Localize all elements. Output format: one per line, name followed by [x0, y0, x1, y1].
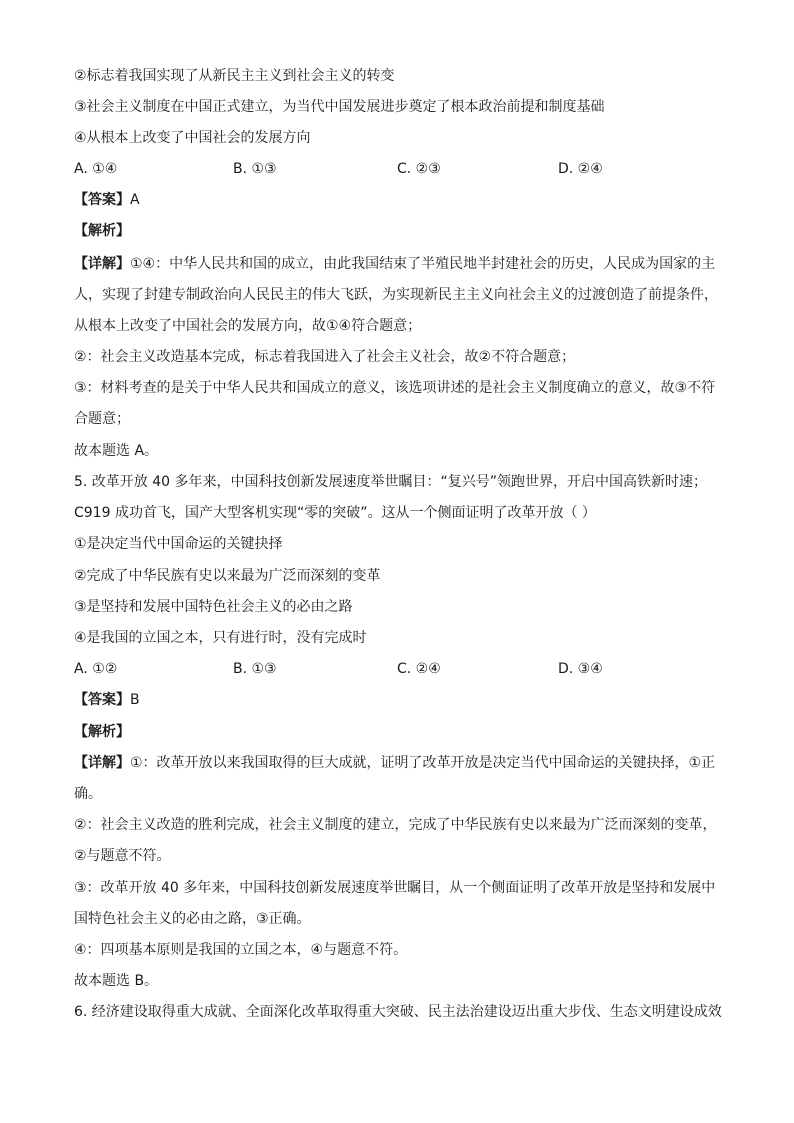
q4-answer-label: 【答案】 [74, 192, 130, 208]
q5-option-d[interactable]: D. ③④ [558, 661, 603, 677]
q4-answer [74, 190, 724, 210]
q4-option-d[interactable]: D. ②④ [558, 161, 603, 177]
q4-detail-line-1 [74, 254, 724, 274]
q5-statement-2: ②完成了中华民族有史以来最为广泛而深刻的变革 [74, 568, 381, 584]
q5-option-a[interactable]: A. ①② [74, 661, 118, 677]
q5-statement-3: ③是坚持和发展中国特色社会主义的必由之路 [74, 599, 353, 615]
q4-options [74, 159, 724, 179]
q5-detail-line-1 [74, 753, 724, 773]
q4-statement-3: ③社会主义制度在中国正式建立，为当代中国发展进步奠定了根本政治前提和制度基础 [74, 99, 605, 115]
q5-conclusion: 故本题选 B。 [74, 973, 159, 989]
q4-detail-line-3: 从根本上改变了中国社会的发展方向，故①④符合题意； [74, 318, 422, 334]
q5-option-b[interactable]: B. ①③ [233, 661, 277, 677]
q4-option-c[interactable]: C. ②③ [397, 161, 441, 177]
q4-option-b[interactable]: B. ①③ [233, 161, 277, 177]
q6-stem-line-1: 6. 经济建设取得重大成就、全面深化改革取得重大突破、民主法治建设迈出重大步伐、生态文明建设成效 [74, 1004, 722, 1020]
q4-detail-line-2: 人，实现了封建专制政治向人民民主的伟大飞跃，为实现新民主主义向社会主义的过渡创造了前提条件， [74, 287, 718, 303]
q5-detail-line-4: ②与题意不符。 [74, 848, 171, 864]
q5-option-c[interactable]: C. ②④ [397, 661, 441, 677]
q5-detail-line-3: ②：社会主义改造的胜利完成，社会主义制度的建立，完成了中华民族有史以来最为广泛而深刻的变革， [74, 817, 717, 833]
q5-answer [74, 690, 724, 710]
q4-detail-line-4: ②：社会主义改造基本完成，标志着我国进入了社会主义社会，故②不符合题意； [74, 349, 576, 365]
q4-detail-text-1: ①④：中华人民共和国的成立，由此我国结束了半殖民地半封建社会的历史，人民成为国家的主 [130, 256, 716, 272]
q5-detail-label: 【详解】 [74, 755, 130, 771]
q5-answer-label: 【答案】 [74, 692, 130, 708]
q4-conclusion: 故本题选 A。 [74, 443, 159, 459]
q5-detail-text-1: ①：改革开放以来我国取得的巨大成就，证明了改革开放是决定当代中国命运的关键抉择，①正 [130, 755, 716, 771]
q4-detail-line-5: ③：材料考查的是关于中华人民共和国成立的意义，该选项讲述的是社会主义制度确立的意义，故③不符 [74, 380, 716, 396]
q5-statement-4: ④是我国的立国之本，只有进行时，没有完成时 [74, 630, 367, 646]
q4-analysis-label: 【解析】 [74, 223, 130, 239]
q4-statement-4: ④从根本上改变了中国社会的发展方向 [74, 130, 311, 146]
q5-options [74, 659, 724, 679]
q4-statement-2: ②标志着我国实现了从新民主主义到社会主义的转变 [74, 68, 395, 84]
q5-stem-line-2: C919 成功首飞，国产大型客机实现“零的突破”。这从一个侧面证明了改革开放（ ） [74, 505, 596, 521]
q4-detail-label: 【详解】 [74, 256, 130, 272]
q5-detail-line-6: 国特色社会主义的必由之路，③正确。 [74, 911, 311, 927]
q4-answer-value: A [130, 192, 140, 208]
q4-option-a[interactable]: A. ①④ [74, 161, 118, 177]
q4-detail-line-6: 合题意； [74, 411, 130, 427]
q5-detail-line-7: ④：四项基本原则是我国的立国之本，④与题意不符。 [74, 942, 408, 958]
q5-detail-line-5: ③：改革开放 40 多年来，中国科技创新发展速度举世瞩目，从一个侧面证明了改革开放是坚持和发展中 [74, 880, 716, 896]
q5-stem-line-1: 5. 改革开放 40 多年来，中国科技创新发展速度举世瞩目：“复兴号”领跑世界，开启中国高铁新时速； [74, 474, 708, 490]
q5-statement-1: ①是决定当代中国命运的关键抉择 [74, 536, 283, 552]
q5-analysis-label: 【解析】 [74, 724, 130, 740]
q5-answer-value: B [130, 692, 140, 708]
q5-detail-line-2: 确。 [74, 786, 102, 802]
